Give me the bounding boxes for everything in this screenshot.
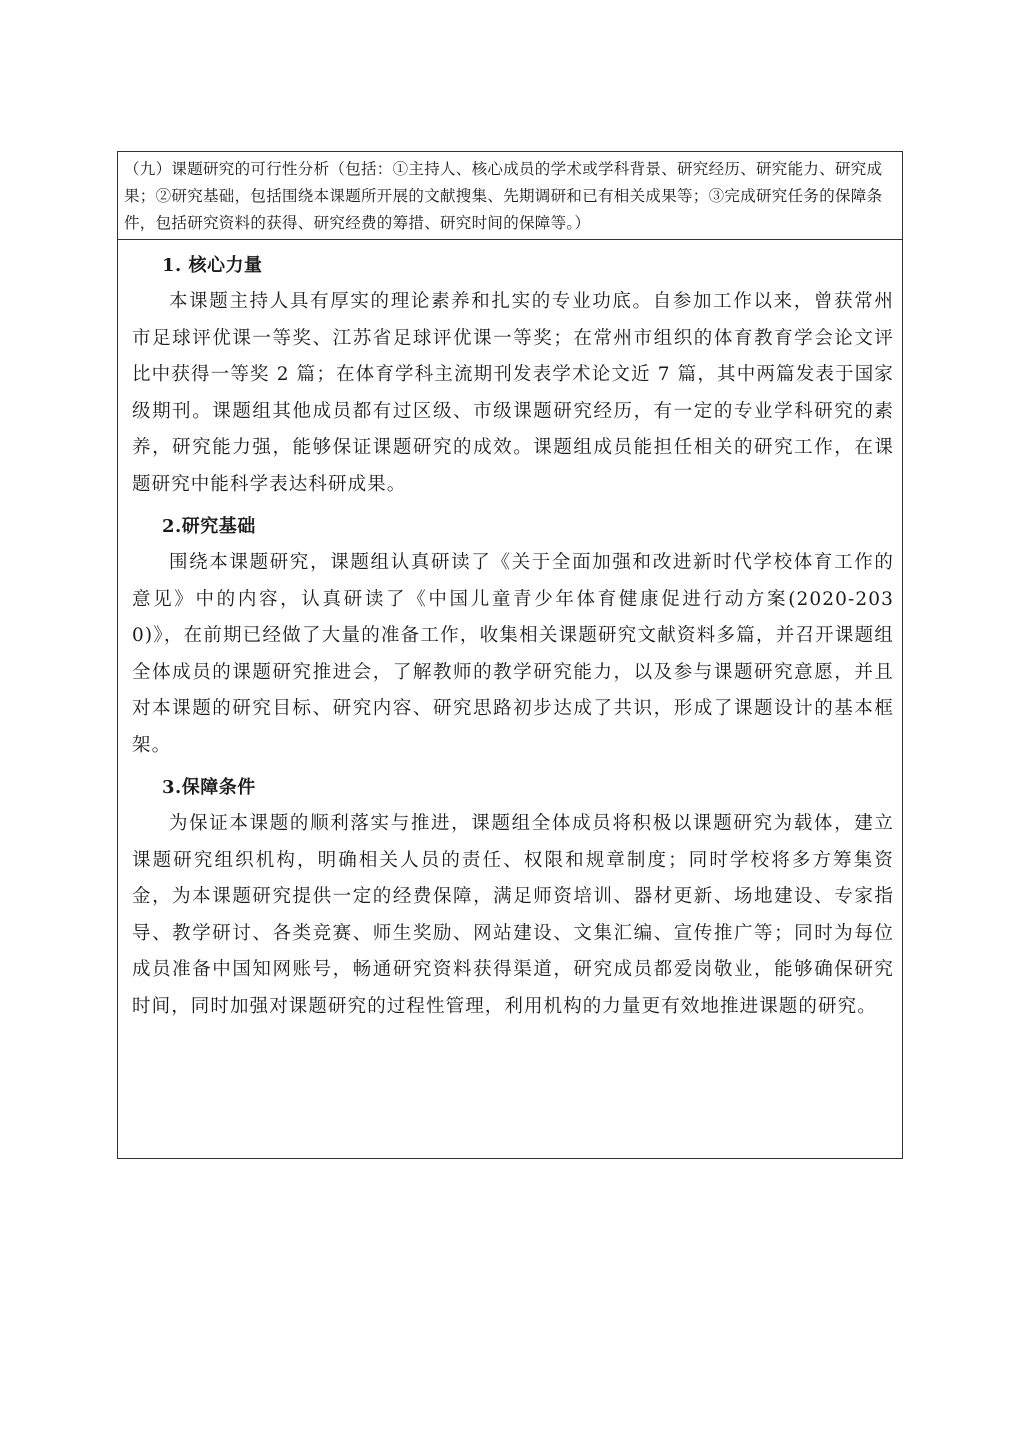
feasibility-table: [117, 151, 903, 1159]
table-content-cell: [118, 240, 902, 1158]
section-heading-core-strength: 1. 核心力量: [162, 255, 263, 276]
section-heading-support-conditions: 3.保障条件: [162, 777, 256, 798]
section-body-research-foundation: 围绕本课题研究，课题组认真研读了《关于全面加强和改进新时代学校体育工作的意见》中的内容，认真研读了《中国儿童青少年体育健康促进行动方案(2020-2030)》，在前期已经做了大量的准备工作，收集相关课题研究文献资料多篇，并召开课题组全体成员的课题研究推进会，了解教师的教学研究能力，以及参与课题研究意愿，并且对本课题的研究目标、研究内容、研究思路初步达成了共识，形成了课题设计的基本框架。: [132, 552, 894, 756]
section-heading-research-foundation: 2.研究基础: [162, 516, 256, 537]
section-body-core-strength: 本课题主持人具有厚实的理论素养和扎实的专业功底。自参加工作以来，曾获常州市足球评优课一等奖、江苏省足球评优课一等奖；在常州市组织的体育教育学会论文评比中获得一等奖 2 篇；在体育学科主流期刊发表学术论文近 7 篇，其中两篇发表于国家级期刊。课题组其他成员都有过区级、市级课题研究经历，有一定的专业学科研究的素养，研究能力强，能够保证课题研究的成效。课题组成员能担任相关的研究工作，在课题研究中能科学表达科研成果。: [132, 291, 894, 495]
section-body-support-conditions: 为保证本课题的顺利落实与推进，课题组全体成员将积极以课题研究为载体，建立课题研究组织机构，明确相关人员的责任、权限和规章制度；同时学校将多方筹集资金，为本课题研究提供一定的经费保障，满足师资培训、器材更新、场地建设、专家指导、教学研讨、各类竞赛、师生奖励、网站建设、文集汇编、宣传推广等；同时为每位成员准备中国知网账号，畅通研究资料获得渠道，研究成员都爱岗敬业，能够确保研究时间，同时加强对课题研究的过程性管理，利用机构的力量更有效地推进课题的研究。: [132, 813, 894, 1017]
table-header-cell: （九）课题研究的可行性分析（包括：①主持人、核心成员的学术或学科背景、研究经历、研究能力、研究成果；②研究基础，包括围绕本课题所开展的文献搜集、先期调研和已有相关成果等；③完成研究任务的保障条件，包括研究资料的获得、研究经费的筹措、研究时间的保障等。）: [118, 152, 902, 240]
